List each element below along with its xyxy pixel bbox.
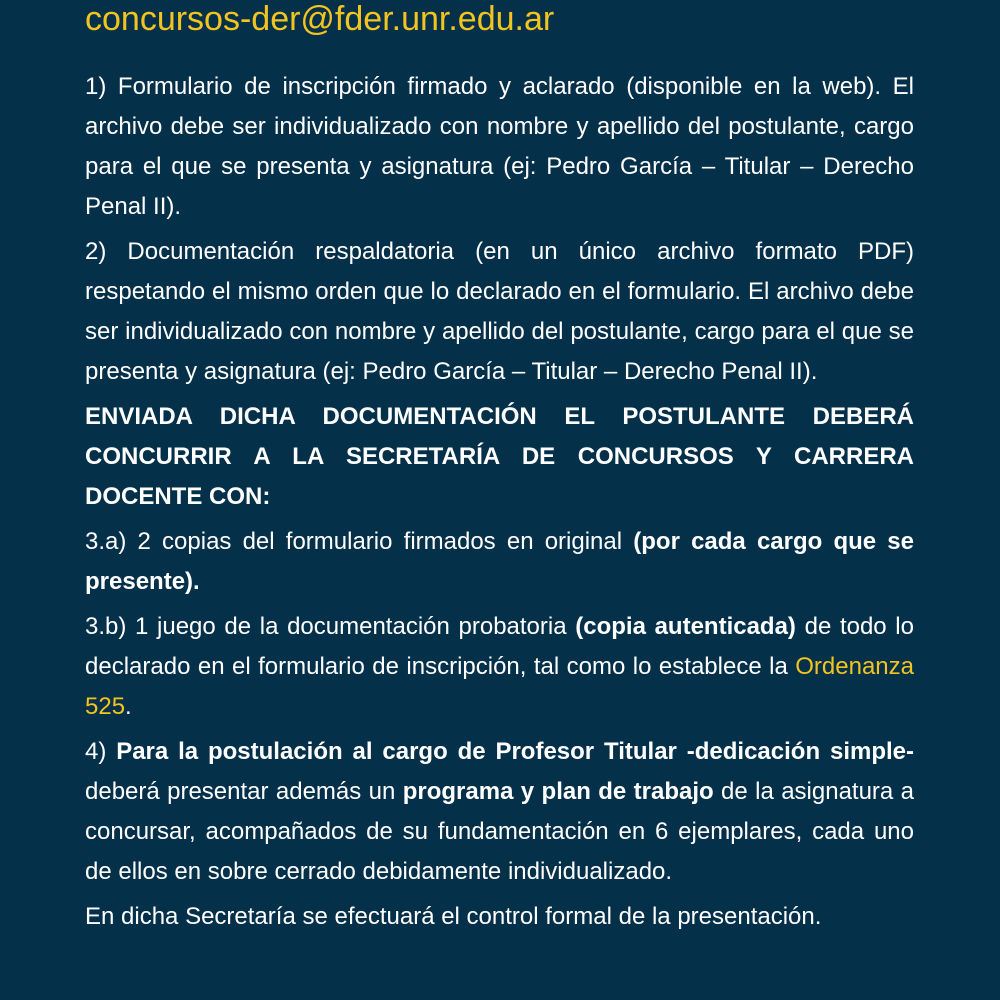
requirement-1: 1) Formulario de inscripción firmado y aclarado (disponible en la web). El archivo debe ser individualizado con nombre y apellido del postulante, cargo para el que se presenta y asignatura (ej: Pedro García – Titular – Derecho Penal II). [85, 73, 914, 220]
requirement-4-number: 4) [85, 738, 117, 765]
requirement-4 [85, 732, 914, 892]
requirement-4-text-continued: de la asignatura a concursar, acompañados de su fundamentación en 6 ejemplares, cada uno de ellos en sobre cerrado debidamente individualizado. [85, 778, 914, 885]
requirement-3a [85, 522, 914, 602]
contact-email[interactable]: concursos-der@fder.unr.edu.ar [85, 0, 555, 38]
requirement-3b-text-continued: de todo lo declarado en el formulario de inscripción, tal como lo establece la [85, 613, 914, 680]
ordinance-525-link[interactable]: Ordenanza 525 [85, 653, 914, 720]
document-content [85, 0, 914, 937]
requirement-4-position: Para la postulación al cargo de Profesor Titular -dedicación simple- [116, 738, 914, 765]
requirement-3b [85, 607, 914, 727]
requirement-3b-emphasis: (copia autenticada) [575, 613, 796, 640]
requirement-4-text: deberá presentar además un [85, 778, 403, 805]
requirement-4-program: programa y plan de trabajo [402, 778, 714, 805]
instructions-heading: ENVIADA DICHA DOCUMENTACIÓN EL POSTULANTE DEBERÁ CONCURRIR A LA SECRETARÍA DE CONCURSOS Y CARRERA DOCENTE CON: [85, 403, 914, 510]
requirement-2: 2) Documentación respaldatoria (en un único archivo formato PDF) respetando el mismo orden que lo declarado en el formulario. El archivo debe ser individualizado con nombre y apellido del postulante, cargo para el que se presenta y asignatura (ej: Pedro García – Titular – Derecho Penal II). [85, 238, 914, 385]
requirement-3b-period: . [125, 693, 132, 720]
requirement-3a-text: 3.a) 2 copias del formulario firmados en original [85, 528, 634, 555]
requirement-3b-text: 3.b) 1 juego de la documentación probatoria [85, 613, 576, 640]
formal-control-note: En dicha Secretaría se efectuará el control formal de la presentación. [85, 903, 822, 930]
requirement-3a-emphasis: (por cada cargo que se presente). [85, 528, 914, 595]
